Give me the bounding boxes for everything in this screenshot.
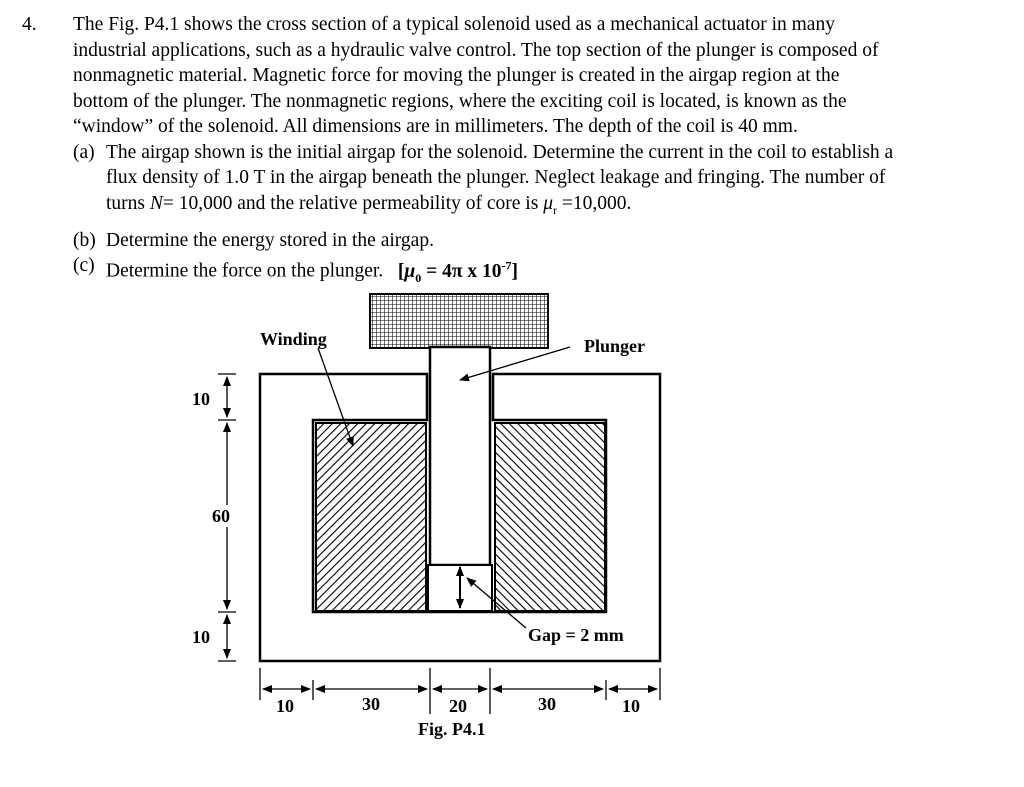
intro-line-2: industrial applications, such as a hydraulic valve control. The top section of the plunger is composed of: [73, 39, 879, 61]
part-a-line-3: turns N= 10,000 and the relative permeability of core is $\mu_r =10,000$.: [106, 192, 632, 217]
mu0-constant: [$\mu_0 = 4\pi$ x $10^{-7}$]: [397, 258, 519, 285]
problem-number: 4.: [22, 14, 37, 35]
part-c-label: (c): [73, 255, 95, 277]
intro-line-1: The Fig. P4.1 shows the cross section of a typical solenoid used as a mechanical actuator in many: [73, 14, 835, 35]
part-a-line-2: flux density of 1.0 T in the airgap beneath the plunger. Neglect leakage and fringing. The number of: [106, 167, 886, 188]
dim-v-label-bottom: 10: [192, 627, 210, 647]
dim-h-label-2: 30: [362, 694, 380, 714]
var-N: N: [149, 192, 163, 214]
part-b-label: (b): [73, 229, 96, 251]
dim-h-label-5: 10: [622, 696, 640, 716]
winding-right: [495, 423, 605, 611]
label-winding: Winding: [260, 329, 327, 349]
dim-h-label-1: 10: [276, 696, 294, 716]
intro-line-4: bottom of the plunger. The nonmagnetic regions, where the exciting coil is located, is known as the: [73, 90, 847, 112]
dim-h-label-3: 20: [449, 696, 467, 716]
winding-left: [316, 423, 426, 611]
part-a-label: (a): [73, 141, 95, 163]
figure-caption: Fig. P4.1: [418, 719, 486, 739]
plunger-top-nonmagnetic: [370, 294, 548, 348]
part-c-text: Determine the force on the plunger. [$\mu_0 = 4\pi$ x $10^{-7}$]: [106, 258, 519, 285]
intro-line-5: “window” of the solenoid. All dimensions are in millimeters. The depth of the coil is 40 mm.: [73, 116, 798, 137]
dim-h-label-4: 30: [538, 694, 556, 714]
dim-v-label-middle: 60: [212, 506, 230, 526]
part-a-line-1: The airgap shown is the initial airgap for the solenoid. Determine the current in the coil to establish a: [106, 141, 894, 163]
dim-v-label-top: 10: [192, 389, 210, 409]
part-b-text: Determine the energy stored in the airgap.: [106, 229, 434, 251]
intro-line-3: nonmagnetic material. Magnetic force for moving the plunger is created in the airgap region at the: [73, 65, 840, 86]
var-mu-r: μ: [543, 192, 553, 214]
label-gap: Gap = 2 mm: [528, 625, 624, 645]
label-plunger: Plunger: [584, 336, 645, 356]
